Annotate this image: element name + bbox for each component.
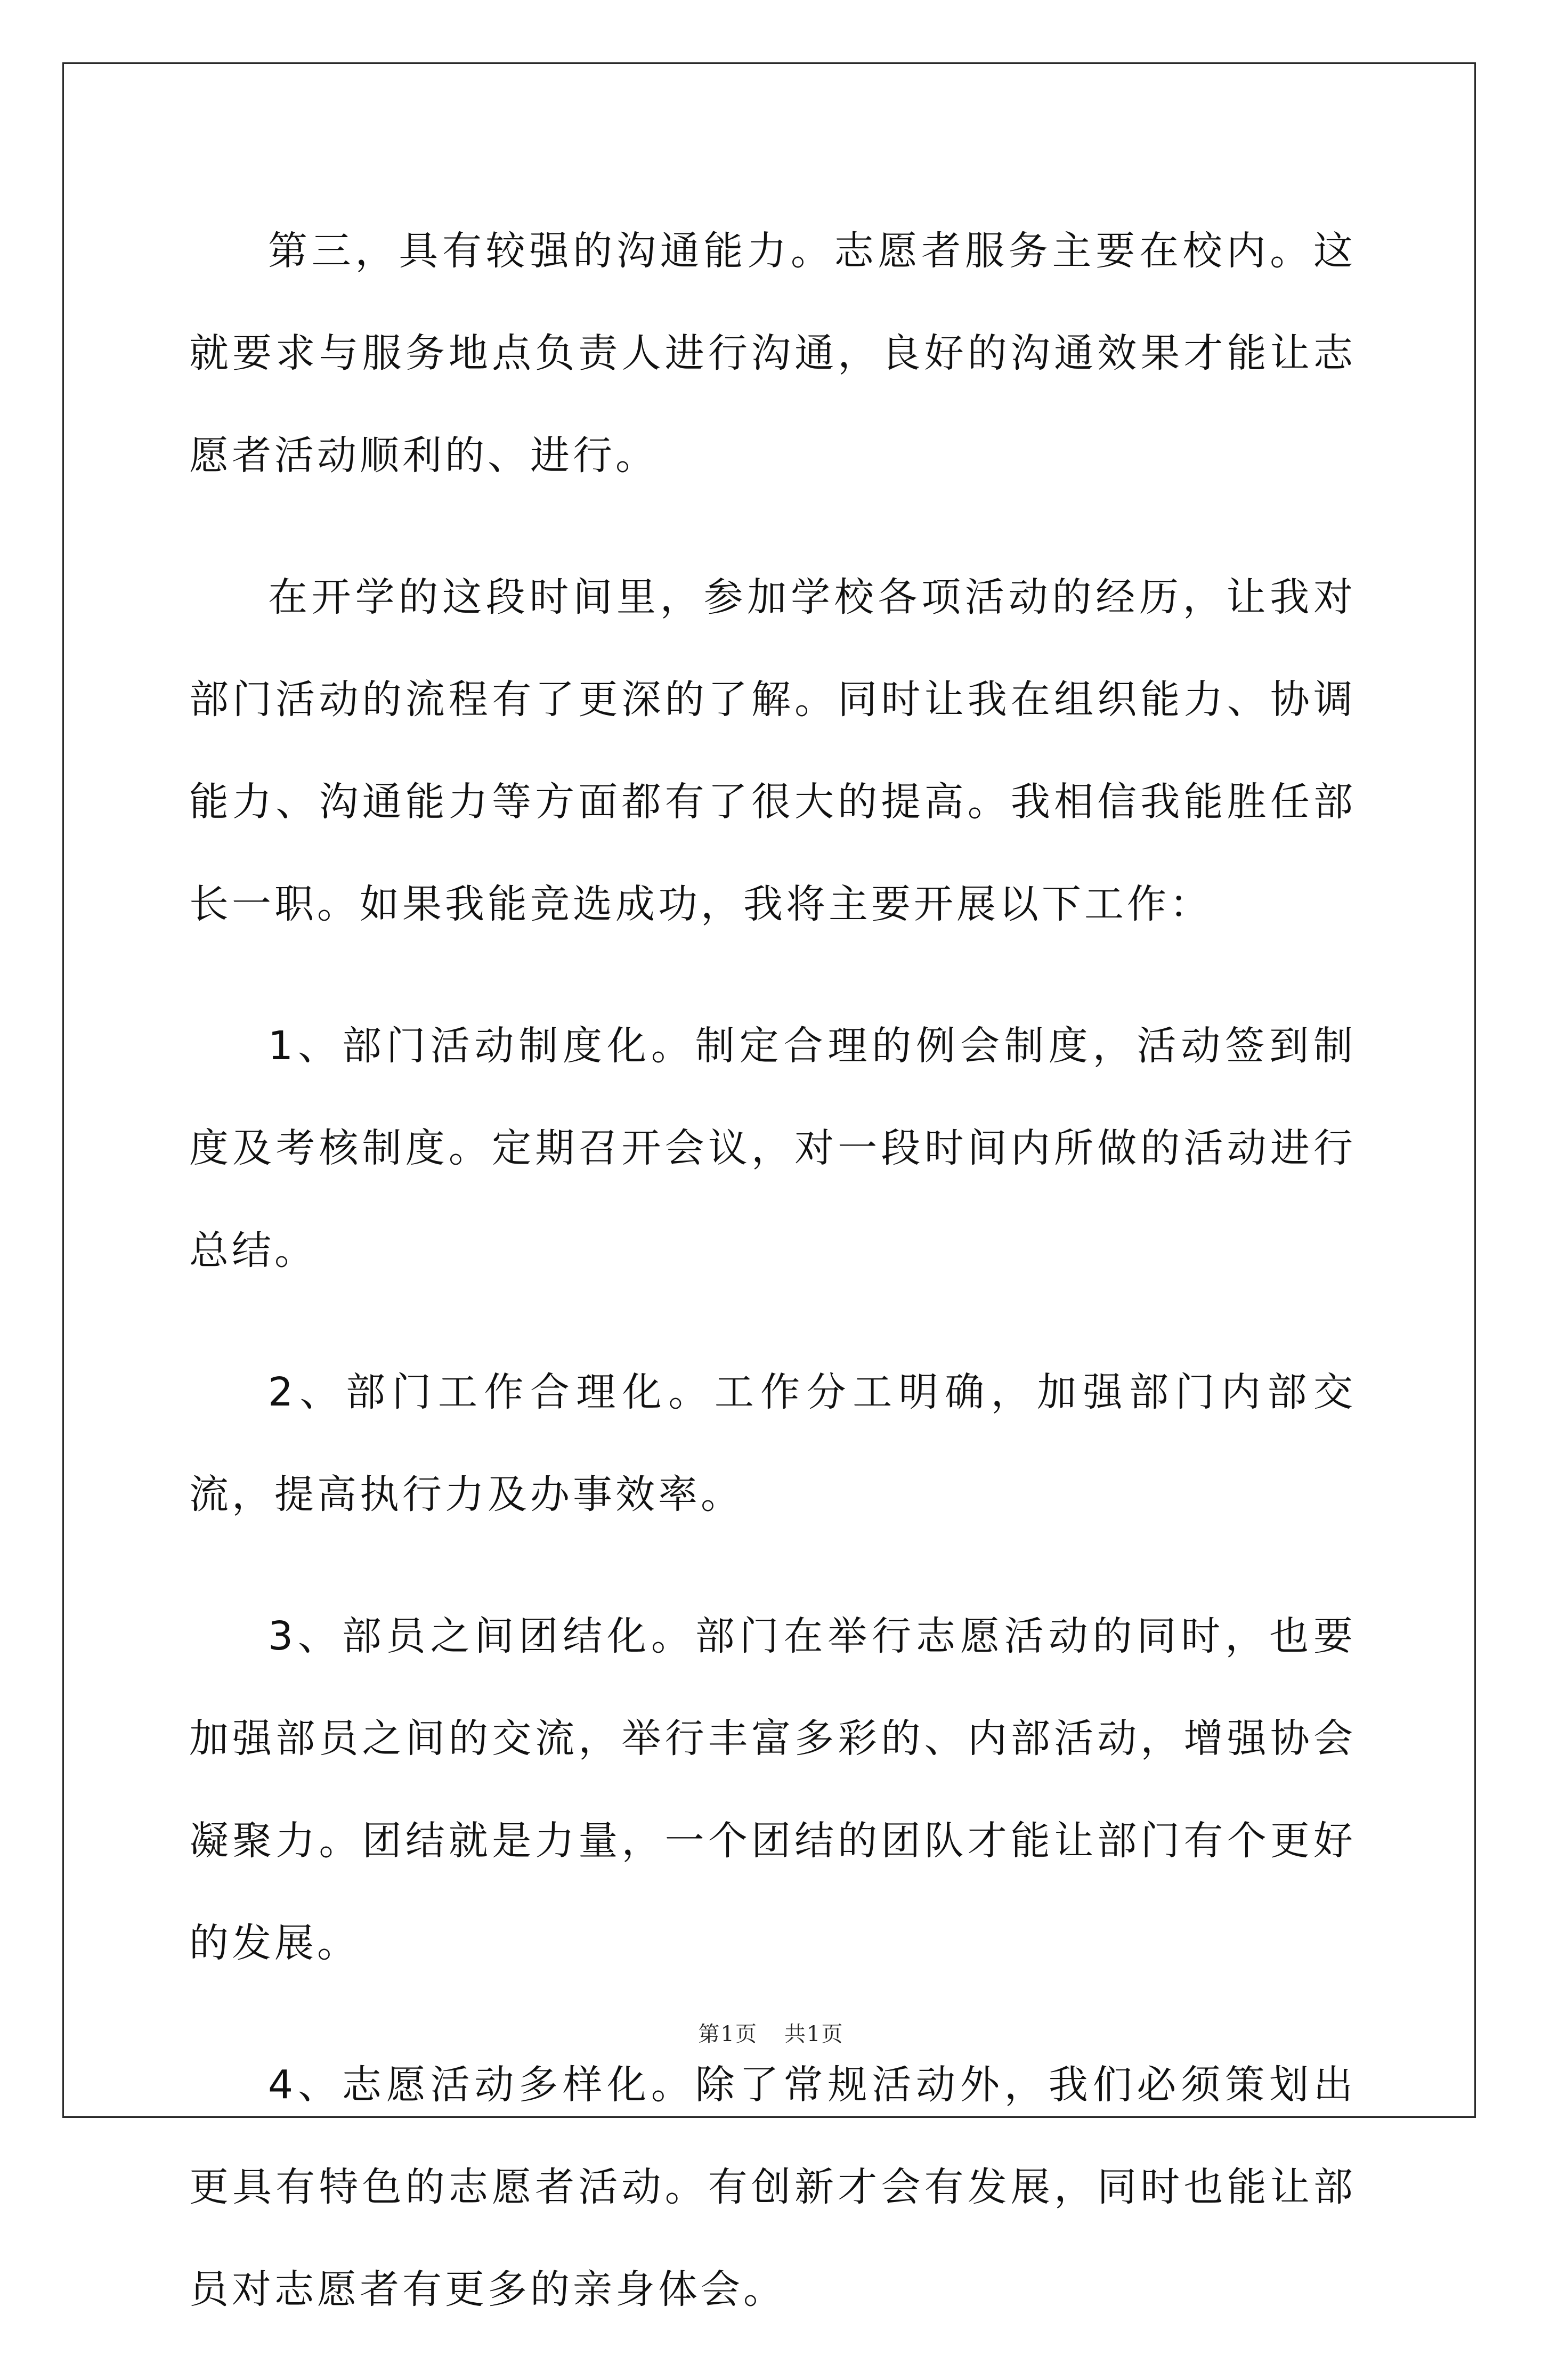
paragraph: 第三，具有较强的沟通能力。志愿者服务主要在校内。这就要求与服务地点负责人进行沟通，良好的沟通效果才能让志愿者活动顺利的、进行。 bbox=[189, 228, 1356, 478]
page-footer bbox=[0, 2018, 1542, 2050]
page-number: 第1页 bbox=[698, 2022, 758, 2046]
paragraph: 3、部员之间团结化。部门在举行志愿活动的同时，也要加强部员之间的交流，举行丰富多彩的、内部活动，增强协会凝聚力。团结就是力量，一个团结的团队才能让部门有个更好的发展。 bbox=[189, 1613, 1356, 1966]
paragraph: 在开学的这段时间里，参加学校各项活动的经历，让我对部门活动的流程有了更深的了解。同时让我在组织能力、协调能力、沟通能力等方面都有了很大的提高。我相信我能胜任部长一职。如果我能竞选成功，我将主要开展以下工作： bbox=[189, 574, 1356, 927]
paragraph: 2、部门工作合理化。工作分工明确，加强部门内部交流，提高执行力及办事效率。 bbox=[189, 1369, 1356, 1517]
paragraph: 1、部门活动制度化。制定合理的例会制度，活动签到制度及考核制度。定期召开会议，对一段时间内所做的活动进行总结。 bbox=[189, 1023, 1356, 1273]
document-body bbox=[189, 200, 1356, 2380]
paragraph: 4、志愿活动多样化。除了常规活动外，我们必须策划出更具有特色的志愿者活动。有创新才会有发展，同时也能让部员对志愿者有更多的亲身体会。 bbox=[189, 2062, 1356, 2312]
page-total: 共1页 bbox=[784, 2022, 844, 2046]
